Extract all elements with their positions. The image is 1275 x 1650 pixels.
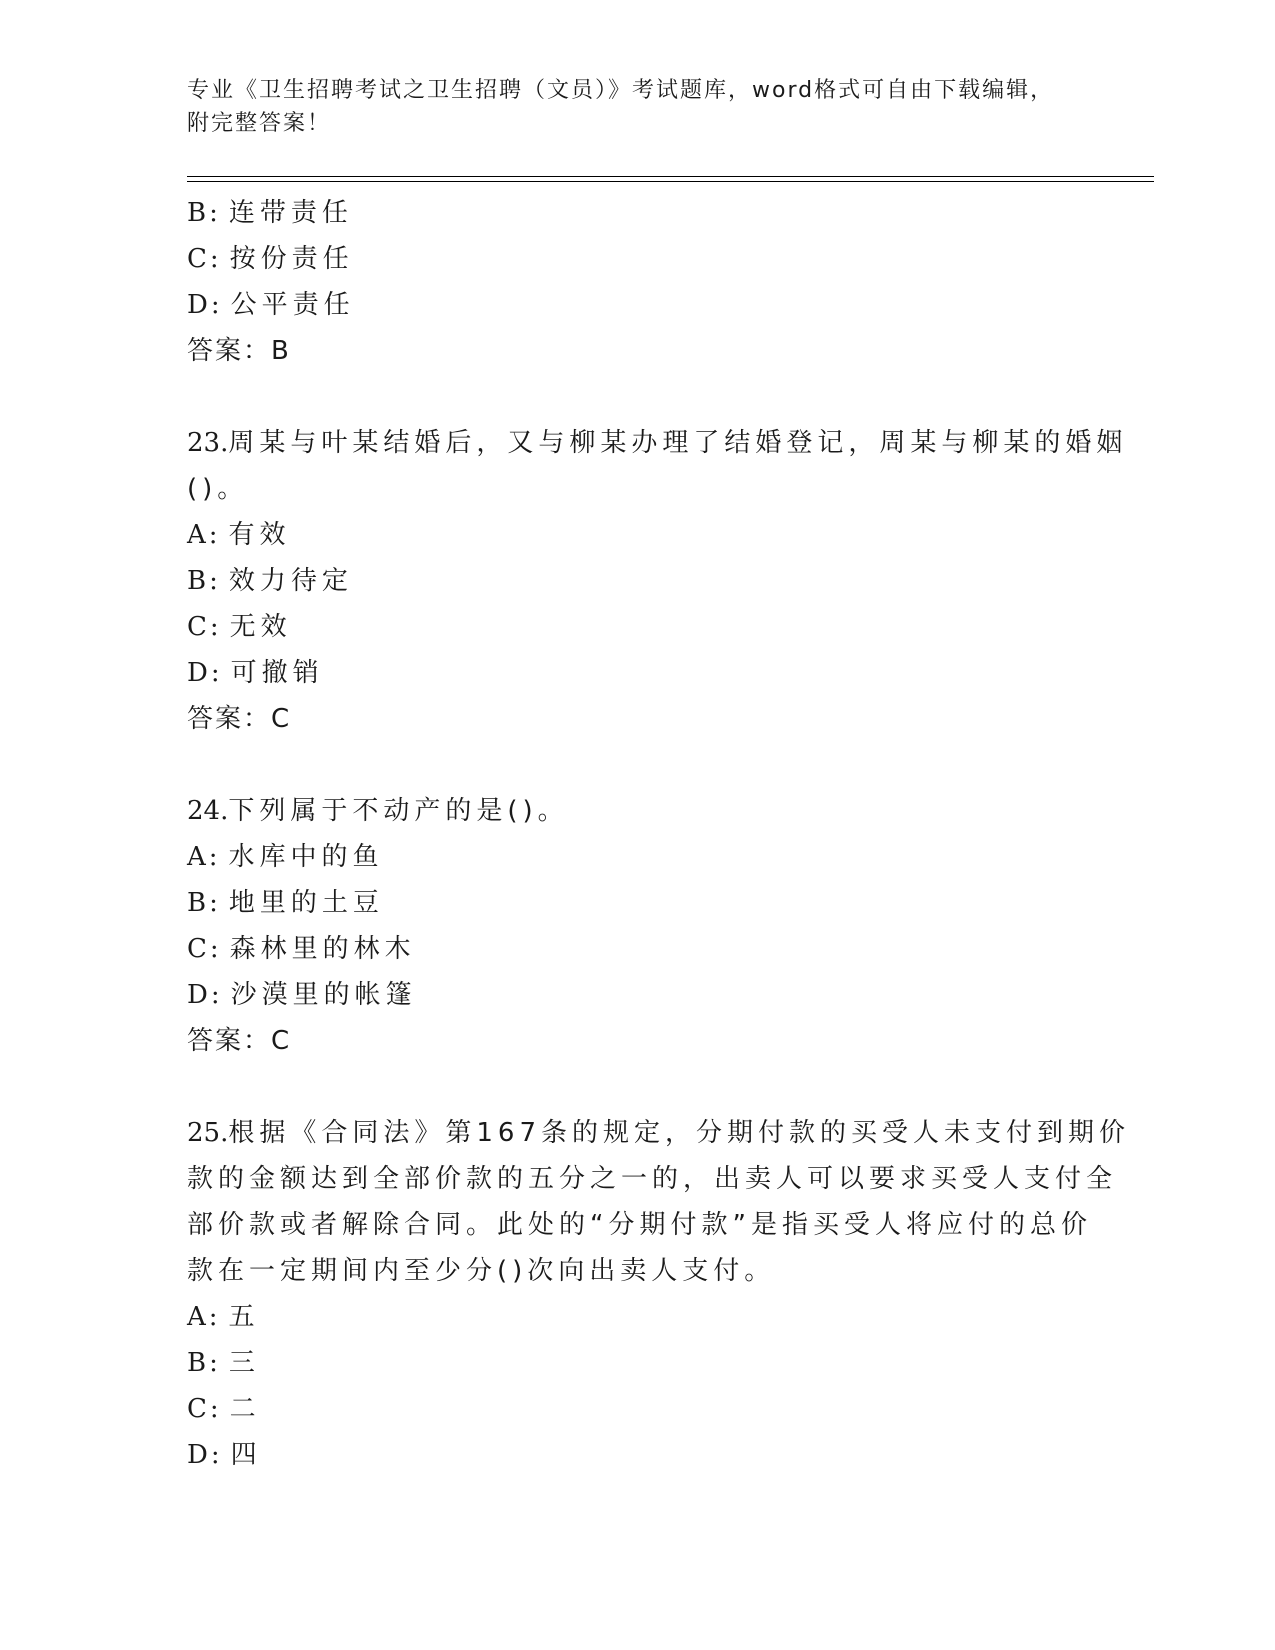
question-23	[187, 420, 1128, 742]
option-text: 五	[228, 1302, 260, 1332]
option-letter: D:	[187, 658, 223, 688]
option-b	[187, 1340, 1087, 1386]
question-stem	[187, 1110, 1130, 1156]
option-text: 森林里的林木	[229, 934, 416, 964]
option-d	[187, 972, 1087, 1018]
option-c	[187, 926, 1087, 972]
option-text: 无效	[229, 612, 292, 642]
option-text: 二	[229, 1394, 261, 1424]
question-25	[187, 1110, 1130, 1478]
option-letter: C:	[187, 244, 222, 274]
option-letter: D:	[187, 1440, 223, 1470]
option-c	[187, 236, 1087, 282]
option-c	[187, 604, 1087, 650]
option-letter: C:	[187, 1394, 222, 1424]
option-text: 可撤销	[230, 658, 324, 688]
option-b	[187, 558, 1087, 604]
question-stem-text: 根据《合同法》第167条的规定，分期付款的买受人未支付到期价	[228, 1118, 1130, 1148]
option-letter: C:	[187, 934, 222, 964]
option-letter: D:	[187, 980, 223, 1010]
option-text: 效力待定	[228, 566, 353, 596]
option-a	[187, 834, 1087, 880]
answer-line: 答案：B	[187, 336, 291, 366]
option-text: 地里的土豆	[228, 888, 384, 918]
question-stem-continued: ()。	[187, 474, 249, 504]
option-letter: B:	[187, 1348, 221, 1378]
option-a	[187, 1294, 1087, 1340]
option-d	[187, 650, 1087, 696]
option-text: 公平责任	[230, 290, 355, 320]
answer-line: 答案：C	[187, 1026, 292, 1056]
option-letter: D:	[187, 290, 223, 320]
document-header: 专业《卫生招聘考试之卫生招聘（文员）》考试题库，word格式可自由下载编辑，附完整答案！	[187, 78, 1055, 136]
header-rule-bottom	[187, 181, 1154, 182]
question-number: 23.	[187, 428, 229, 458]
question-22	[187, 190, 1087, 374]
option-b	[187, 880, 1087, 926]
question-number: 25.	[187, 1118, 229, 1148]
option-b	[187, 190, 1087, 236]
answer-line: 答案：C	[187, 704, 292, 734]
question-stem-text: 下列属于不动产的是()。	[228, 796, 569, 826]
question-stem	[187, 788, 1087, 834]
option-d	[187, 282, 1087, 328]
spacer	[187, 1064, 1087, 1110]
question-stem-text: 周某与叶某结婚后，又与柳某办理了结婚登记，周某与柳某的婚姻	[228, 428, 1128, 458]
option-letter: B:	[187, 198, 221, 228]
option-a	[187, 512, 1087, 558]
option-text: 按份责任	[229, 244, 354, 274]
question-stem-continued: 款在一定期间内至少分()次向出卖人支付。	[187, 1256, 776, 1286]
option-text: 水库中的鱼	[228, 842, 384, 872]
question-number: 24.	[187, 796, 229, 826]
spacer	[187, 374, 1087, 420]
question-stem-continued: 款的金额达到全部价款的五分之一的，出卖人可以要求买受人支付全	[187, 1164, 1118, 1194]
option-letter: A:	[187, 842, 221, 872]
option-text: 有效	[228, 520, 291, 550]
option-letter: A:	[187, 1302, 221, 1332]
option-text: 沙漠里的帐篷	[230, 980, 417, 1010]
question-list	[187, 190, 1130, 1478]
option-letter: B:	[187, 566, 221, 596]
question-stem	[187, 420, 1128, 466]
option-letter: B:	[187, 888, 221, 918]
option-text: 连带责任	[228, 198, 353, 228]
option-d	[187, 1432, 1087, 1478]
option-letter: C:	[187, 612, 222, 642]
option-c	[187, 1386, 1087, 1432]
option-letter: A:	[187, 520, 221, 550]
question-24	[187, 788, 1087, 1064]
spacer	[187, 742, 1087, 788]
option-text: 三	[228, 1348, 260, 1378]
question-stem-continued: 部价款或者解除合同。此处的“分期付款”是指买受人将应付的总价	[187, 1210, 1092, 1240]
header-rule-top	[187, 176, 1154, 177]
option-text: 四	[230, 1440, 262, 1470]
